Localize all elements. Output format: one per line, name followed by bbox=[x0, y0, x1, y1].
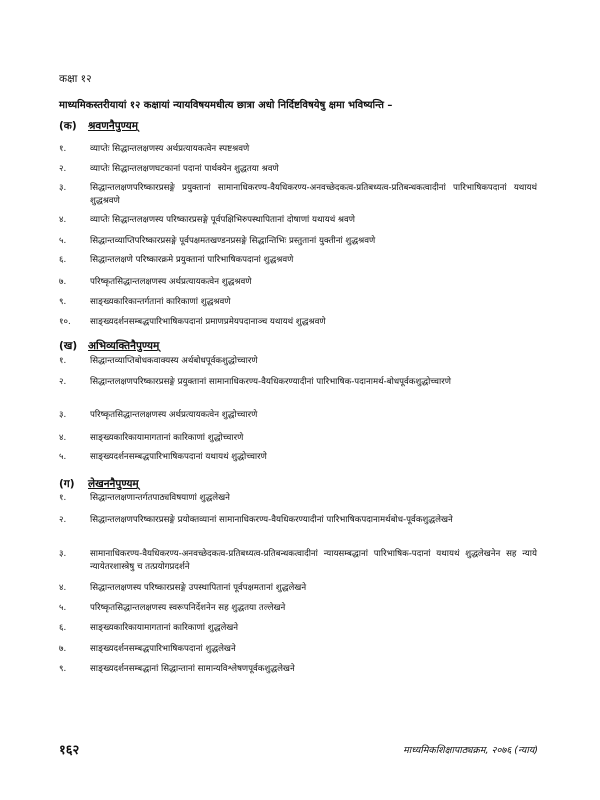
list-item bbox=[59, 376, 537, 389]
item-number: ६. bbox=[59, 255, 67, 265]
section-label: (क) bbox=[59, 120, 77, 132]
list-item bbox=[59, 316, 537, 329]
item-text: सिद्धान्तलक्षणान्तर्गतपाठ्यविषयाणां शुद्धलेखने bbox=[90, 493, 230, 503]
item-text: परिष्कृतसिद्धान्तलक्षणस्य स्वरूपनिर्देशनेन सह शुद्धतया तल्लेखने bbox=[90, 603, 286, 613]
item-text: साङ्ख्यदर्शनसम्बद्धपारिभाषिकपदानां यथायथं शुद्धोच्चारणे bbox=[90, 452, 267, 462]
item-number: ६. bbox=[59, 623, 67, 633]
item-text: परिष्कृतसिद्धान्तलक्षणस्य अर्थप्रत्यायकत्वेन शुद्धोच्चारणे bbox=[90, 410, 258, 420]
list-item bbox=[59, 663, 537, 676]
item-text: साङ्ख्यदर्शनसम्बद्धपारिभाषिकपदानां प्रमाणप्रमेयपदानाञ्च यथायथं शुद्धश्रवणे bbox=[90, 317, 326, 327]
item-text: व्याप्तेः सिद्धान्तलक्षणघटकानां पदानां पार्थक्येन शुद्धतया श्रवणे bbox=[90, 164, 279, 174]
list-item bbox=[59, 432, 537, 445]
footer-book-title: माध्यमिकशिक्षापाठ्यक्रम, २०७६ (न्याय) bbox=[403, 745, 538, 756]
item-text: व्याप्तेः सिद्धान्तलक्षणस्य परिष्कारप्रसङ्गे पूर्वपक्षिभिरुपस्थापितानां दोषाणां यथायथं श्रवणे bbox=[90, 215, 355, 225]
list-item bbox=[59, 492, 537, 505]
item-number: ५. bbox=[59, 603, 67, 613]
list-item bbox=[59, 276, 537, 289]
item-number: ४. bbox=[59, 215, 67, 225]
item-number: ३. bbox=[59, 183, 67, 193]
item-number: १०. bbox=[59, 317, 71, 327]
item-number: १. bbox=[59, 144, 67, 154]
list-item bbox=[59, 643, 537, 656]
item-number: ७. bbox=[59, 277, 67, 287]
item-number: १. bbox=[59, 356, 67, 366]
list-item bbox=[59, 582, 537, 595]
list-item bbox=[59, 254, 537, 267]
list-item bbox=[59, 214, 537, 227]
list-item bbox=[59, 143, 537, 156]
section-title: श्रवणनैपुण्यम् bbox=[88, 120, 139, 132]
item-text: सामानाधिकरण्य-वैयधिकरण्य-अनवच्छेदकत्व-प्रतिबध्यत्व-प्रतिबन्धकत्वादीनां न्यायसम्बद्धानां पारिभाषिक-पदानां यथायथं शुद्धलेखनेन सह न्याये न्यायेतरशास्त्रेषु च तत्प्रयोगप्रदर्शने bbox=[90, 549, 537, 572]
list-item bbox=[59, 622, 537, 635]
list-item bbox=[59, 355, 537, 368]
item-number: ७. bbox=[59, 644, 67, 654]
item-text: साङ्ख्यकारिकायामागतानां कारिकाणां शुद्धलेखने bbox=[90, 623, 239, 633]
item-number: ९. bbox=[59, 297, 67, 307]
item-number: ५. bbox=[59, 236, 67, 246]
section-title: अभिव्यक्तिनैपुण्यम् bbox=[88, 340, 160, 352]
class-title: कक्षा १२ bbox=[59, 73, 92, 85]
section-heading bbox=[59, 477, 139, 491]
item-text: सिद्धान्तलक्षणे परिष्कारक्रमे प्रयुक्तानां पारिभाषिकपदानां शुद्धश्रवणे bbox=[90, 255, 294, 265]
section-label: (ख) bbox=[59, 340, 78, 352]
intro-statement: माध्यमिकस्तरीयायां १२ कक्षायां न्यायविषयमधीत्य छात्रा अधो निर्दिष्टविषयेषु क्षमा भविष्यन्ति – bbox=[59, 100, 393, 111]
item-text: साङ्ख्यकारिकायामागतानां कारिकाणां शुद्धोच्चारणे bbox=[90, 433, 244, 443]
list-item bbox=[59, 514, 537, 527]
item-text: सिद्धान्तलक्षणपरिष्कारप्रसङ्गे प्रयुक्तानां सामानाधिकरण्य-वैयधिकरण्यादीनां पारिभाषिक-पदानामर्थ-बोधपूर्वकशुद्धोच्चारणे bbox=[90, 377, 451, 387]
list-item bbox=[59, 451, 537, 464]
list-item bbox=[59, 409, 537, 422]
list-item bbox=[59, 182, 537, 207]
list-item bbox=[59, 296, 537, 309]
item-text: साङ्ख्यदर्शनसम्बद्धानां सिद्धान्तानां सामान्यविश्लेषणपूर्वकशुद्धलेखने bbox=[90, 664, 295, 674]
list-item bbox=[59, 163, 537, 176]
section-heading bbox=[59, 339, 159, 353]
item-text: साङ्ख्यदर्शनसम्बद्धपारिभाषिकपदानां शुद्धलेखने bbox=[90, 644, 236, 654]
item-number: १. bbox=[59, 493, 67, 503]
item-text: सिद्धान्तलक्षणपरिष्कारप्रसङ्गे प्रयोक्तव्यानां सामानाधिकरण्य-वैयधिकरण्यादीनां पारिभाषिकपदानामर्थबोध-पूर्वकशुद्धलेखने bbox=[90, 515, 453, 525]
item-number: ५. bbox=[59, 452, 67, 462]
item-text: सिद्धान्तव्याप्तिपरिष्कारप्रसङ्गे पूर्वपक्षमतखण्डनप्रसङ्गे सिद्धान्तिभिः प्रस्तुतानां युक्तीनां शुद्धश्रवणे bbox=[90, 236, 376, 246]
item-number: ४. bbox=[59, 583, 67, 593]
item-number: २. bbox=[59, 515, 67, 525]
item-text: सिद्धान्तलक्षणपरिष्कारप्रसङ्गे प्रयुक्तानां सामानाधिकरण्य-वैयधिकरण्य-अनवच्छेदकत्व-प्रतिबध्यत्व-प्रतिबन्धकत्वादीनां पारिभाषिकपदानां यथायथं शुद्धश्रवणे bbox=[90, 183, 537, 206]
item-number: ३. bbox=[59, 549, 67, 559]
list-item bbox=[59, 548, 537, 573]
item-text: सिद्धान्तव्याप्तिबोधकवाक्यस्य अर्थबोधपूर्वकशुद्धोच्चारणे bbox=[90, 356, 258, 366]
item-text: साङ्ख्यकारिकान्तर्गतानां कारिकाणां शुद्धश्रवणे bbox=[90, 297, 231, 307]
page-number: १६२ bbox=[59, 743, 80, 758]
item-number: ९. bbox=[59, 664, 67, 674]
section-title: लेखननैपुण्यम् bbox=[88, 478, 139, 490]
section-label: (ग) bbox=[59, 478, 75, 490]
item-text: व्याप्तेः सिद्धान्तलक्षणस्य अर्थप्रत्यायकत्वेन स्पष्टश्रवणे bbox=[90, 144, 250, 154]
list-item bbox=[59, 235, 537, 248]
section-heading bbox=[59, 119, 138, 133]
item-number: २. bbox=[59, 377, 67, 387]
item-number: ४. bbox=[59, 433, 67, 443]
item-number: ३. bbox=[59, 410, 67, 420]
item-text: परिष्कृतसिद्धान्तलक्षणस्य अर्थप्रत्यायकत्वेन शुद्धश्रवणे bbox=[90, 277, 252, 287]
list-item bbox=[59, 602, 537, 615]
item-text: सिद्धान्तलक्षणस्य परिष्कारप्रसङ्गे उपस्थापितानां पूर्वपक्षमतानां शुद्धलेखने bbox=[90, 583, 307, 593]
item-number: २. bbox=[59, 164, 67, 174]
